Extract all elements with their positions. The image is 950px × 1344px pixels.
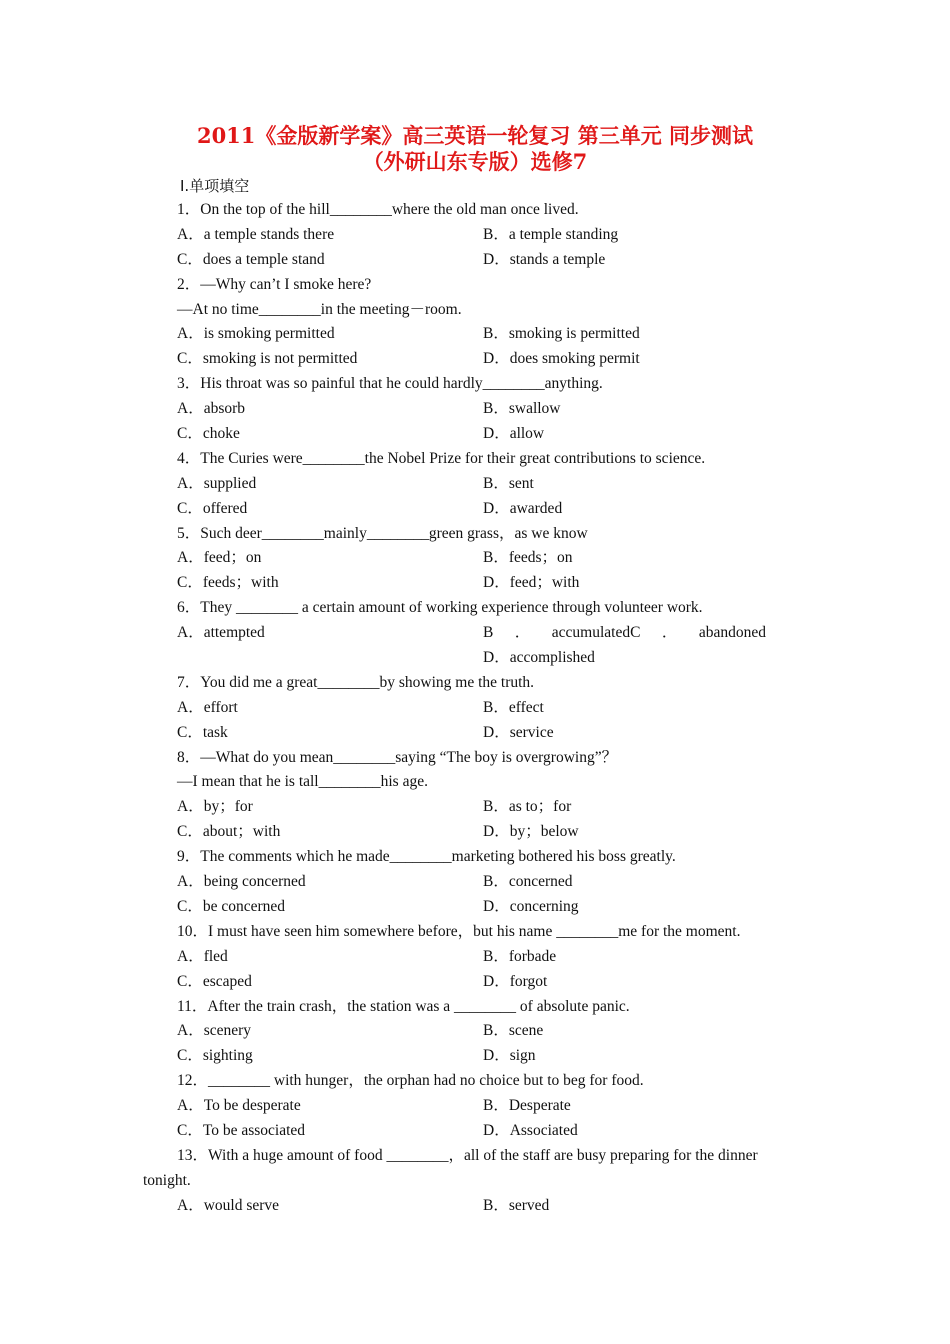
option-b: B．sent (483, 474, 534, 492)
option-a: A．attempted (177, 624, 265, 642)
option-d: D．accomplished (483, 649, 595, 667)
question-7-options-row2 (0, 721, 950, 746)
option-c: C．be concerned (177, 897, 286, 915)
question-1-options-row2 (0, 248, 950, 273)
option-a: A．feed；on (177, 549, 262, 567)
question-5-options-row1 (0, 546, 950, 571)
option-d: D．concerning (483, 897, 579, 915)
option-a: A．is smoking permitted (177, 325, 335, 343)
option-b-c-justified (483, 621, 766, 646)
option-a: A．supplied (177, 474, 257, 492)
option-b: B．effect (483, 698, 544, 716)
question-6-options-row1 (0, 621, 950, 646)
page-subtitle: （外研山东专版）选修7 (362, 149, 588, 174)
option-d: D．sign (483, 1047, 536, 1065)
question-1-options-row1 (0, 223, 950, 248)
option-c: C．sighting (177, 1047, 253, 1065)
option-d: D．Associated (483, 1121, 578, 1139)
option-c: C．smoking is not permitted (177, 350, 358, 368)
option-a: A．absorb (177, 400, 246, 418)
page-title: 2011《金版新学案》高三英语一轮复习 第三单元 同步测试 (196, 123, 754, 148)
question-4-options-row1 (0, 472, 950, 497)
question-10-options-row1 (0, 945, 950, 970)
option-a: A．effort (177, 698, 238, 716)
question-11-options-row2 (0, 1044, 950, 1069)
option-a: A．To be desperate (177, 1097, 301, 1115)
option-d: D．awarded (483, 499, 563, 517)
question-5-options-row2 (0, 571, 950, 596)
question-12-options-row2 (0, 1119, 950, 1144)
option-b-text: accumulatedC (551, 624, 641, 642)
question-13-stem-continued: tonight. (143, 1171, 191, 1189)
question-8-options-row2 (0, 820, 950, 845)
option-d: D．allow (483, 425, 545, 443)
question-7-options-row1 (0, 696, 950, 721)
option-b: B．a temple standing (483, 225, 619, 243)
option-b: B．as to；for (483, 798, 572, 816)
question-7-stem: 7．You did me a great________by showing me the truth. (177, 673, 535, 691)
option-d: D．feed；with (483, 574, 580, 592)
option-b: B．served (483, 1196, 550, 1214)
option-b: B．smoking is permitted (483, 325, 640, 343)
option-b: B．scene (483, 1022, 544, 1040)
question-2-options-row1 (0, 322, 950, 347)
question-1-stem: 1．On the top of the hill________where the old man once lived. (177, 201, 579, 218)
option-a: A．a temple stands there (177, 225, 335, 243)
option-b: B．Desperate (483, 1097, 571, 1115)
question-6-stem: 6．They ________ a certain amount of working experience through volunteer work. (177, 599, 703, 617)
question-4-options-row2 (0, 497, 950, 522)
option-b-dot: ． (514, 624, 531, 642)
question-list (0, 198, 950, 1219)
option-d: D．does smoking permit (483, 350, 640, 368)
question-3-options-row1 (0, 397, 950, 422)
option-d: D．forgot (483, 972, 548, 990)
question-6-options-row2 (0, 646, 950, 671)
option-c: C．about；with (177, 823, 281, 841)
question-11-stem: 11．After the train crash，the station was a ________ of absolute panic. (177, 997, 630, 1015)
option-d: D．by；below (483, 823, 579, 841)
question-4-stem: 4．The Curies were________the Nobel Prize for their great contributions to science. (177, 449, 706, 467)
option-a: A．scenery (177, 1022, 252, 1040)
option-d: D．service (483, 723, 554, 741)
question-3-options-row2 (0, 422, 950, 447)
question-12-options-row1 (0, 1094, 950, 1119)
question-9-options-row2 (0, 895, 950, 920)
question-2-options-row2 (0, 347, 950, 372)
question-10-options-row2 (0, 970, 950, 995)
option-b: B．feeds；on (483, 549, 573, 567)
option-c: C．task (177, 723, 228, 741)
option-c: C．choke (177, 425, 240, 443)
option-c: C．does a temple stand (177, 250, 325, 268)
option-d: D．stands a temple (483, 250, 606, 268)
option-b: B．forbade (483, 947, 557, 965)
question-2-reply: —At no time________in the meeting－room. (177, 300, 462, 318)
option-c: C．offered (177, 499, 248, 517)
section-heading: Ⅰ.单项填空 (180, 177, 250, 195)
option-b: B．swallow (483, 400, 561, 418)
option-a: A．being concerned (177, 873, 306, 891)
question-12-stem: 12．________ with hunger，the orphan had no choice but to beg for food. (177, 1072, 644, 1090)
question-5-stem: 5．Such deer________mainly________green grass，as we know (177, 524, 588, 542)
question-13-stem: 13．With a huge amount of food ________，all of the staff are busy preparing for the dinner (177, 1146, 758, 1164)
question-13-options-row1 (0, 1194, 950, 1219)
option-b-letter: B (483, 624, 494, 642)
option-a: A．by；for (177, 798, 253, 816)
question-3-stem: 3．His throat was so painful that he could hardly________anything. (177, 375, 603, 393)
option-a: A．would serve (177, 1196, 280, 1214)
question-9-options-row1 (0, 870, 950, 895)
option-c-dot: ． (661, 624, 678, 642)
question-11-options-row1 (0, 1019, 950, 1044)
question-2-stem: 2．—Why can’t I smoke here? (177, 275, 372, 293)
option-c-text: abandoned (698, 624, 766, 642)
option-c: C．feeds；with (177, 574, 279, 592)
question-8-reply: —I mean that he is tall________his age. (177, 773, 428, 791)
question-8-stem: 8．—What do you mean________saying “The boy is overgrowing”？ (177, 748, 618, 766)
option-c: C．escaped (177, 972, 252, 990)
option-b: B．concerned (483, 873, 573, 891)
option-c: C．To be associated (177, 1121, 306, 1139)
option-a: A．fled (177, 947, 228, 965)
question-9-stem: 9．The comments which he made________marketing bothered his boss greatly. (177, 848, 676, 866)
question-8-options-row1 (0, 795, 950, 820)
question-10-stem: 10．I must have seen him somewhere before，but his name ________me for the moment. (177, 922, 741, 940)
